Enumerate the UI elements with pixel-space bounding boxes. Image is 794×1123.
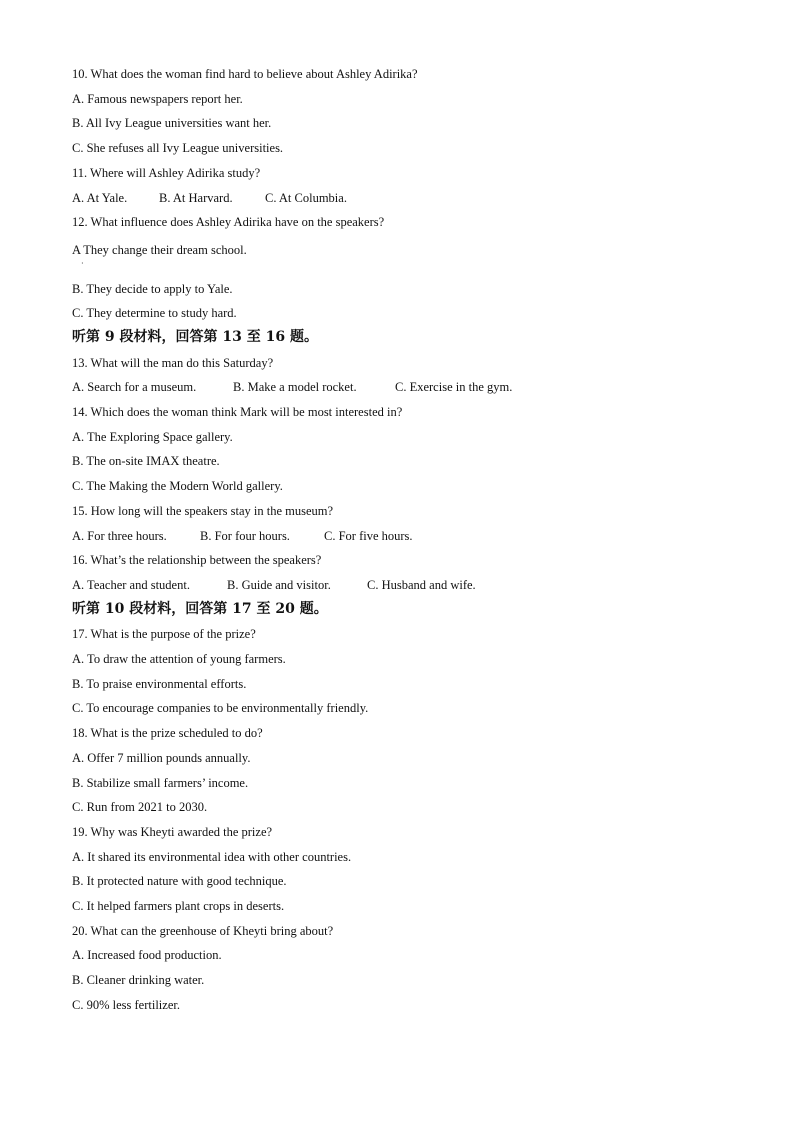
q18-option-a: A. Offer 7 million pounds annually.	[72, 751, 251, 765]
q20-option-a: A. Increased food production.	[72, 948, 222, 962]
q15-option-c: C. For five hours.	[324, 529, 413, 543]
question-18: 18. What is the prize scheduled to do?	[72, 726, 263, 740]
q12-option-b: B. They decide to apply to Yale.	[72, 282, 233, 296]
q14-option-a: A. The Exploring Space gallery.	[72, 430, 233, 444]
q13-options	[72, 379, 512, 395]
q19-option-a: A. It shared its environmental idea with other countries.	[72, 850, 352, 864]
q15-option-a: A. For three hours.	[72, 529, 167, 543]
q10-option-c: C. She refuses all Ivy League universities.	[72, 141, 284, 155]
question-17: 17. What is the purpose of the prize?	[72, 627, 256, 641]
q12-option-a: A They change their dream school.	[72, 243, 247, 257]
question-10: 10. What does the woman find hard to believe about Ashley Adirika?	[72, 67, 418, 81]
q14-option-b: B. The on-site IMAX theatre.	[72, 454, 220, 468]
q10-option-a: A. Famous newspapers report her.	[72, 92, 243, 106]
q10-option-b: B. All Ivy League universities want her.	[72, 116, 272, 130]
q16-option-b: B. Guide and visitor.	[227, 578, 331, 592]
q17-option-c: C. To encourage companies to be environmentally friendly.	[72, 701, 369, 715]
q17-option-b: B. To praise environmental efforts.	[72, 677, 247, 691]
q16-option-a: A. Teacher and student.	[72, 578, 190, 592]
section-heading-9: 听第 9 段材料，回答第 13 至 16 题。	[72, 329, 318, 345]
question-12: 12. What influence does Ashley Adirika have on the speakers?	[72, 215, 385, 229]
q16-options	[72, 577, 476, 593]
q11-options	[72, 190, 347, 206]
q12-option-c: C. They determine to study hard.	[72, 306, 237, 320]
q20-option-c: C. 90% less fertilizer.	[72, 998, 180, 1012]
question-19: 19. Why was Kheyti awarded the prize?	[72, 825, 273, 839]
q17-option-a: A. To draw the attention of young farmers.	[72, 652, 286, 666]
q20-option-b: B. Cleaner drinking water.	[72, 973, 205, 987]
q14-option-c: C. The Making the Modern World gallery.	[72, 479, 283, 493]
question-20: 20. What can the greenhouse of Kheyti bring about?	[72, 924, 334, 938]
question-16: 16. What’s the relationship between the speakers?	[72, 553, 322, 567]
q11-option-c: C. At Columbia.	[265, 191, 347, 205]
q11-option-a: A. At Yale.	[72, 191, 128, 205]
question-14: 14. Which does the woman think Mark will be most interested in?	[72, 405, 403, 419]
q19-option-b: B. It protected nature with good technique.	[72, 874, 287, 888]
q13-option-c: C. Exercise in the gym.	[395, 380, 513, 394]
section-heading-10: 听第 10 段材料，回答第 17 至 20 题。	[72, 601, 328, 617]
q18-option-b: B. Stabilize small farmers’ income.	[72, 776, 249, 790]
question-13: 13. What will the man do this Saturday?	[72, 356, 274, 370]
q13-option-b: B. Make a model rocket.	[233, 380, 357, 394]
q16-option-c: C. Husband and wife.	[367, 578, 476, 592]
q15-option-b: B. For four hours.	[200, 529, 290, 543]
stray-dot: ·	[81, 259, 84, 268]
q18-option-c: C. Run from 2021 to 2030.	[72, 800, 208, 814]
question-11: 11. Where will Ashley Adirika study?	[72, 166, 261, 180]
q15-options	[72, 528, 413, 544]
q19-option-c: C. It helped farmers plant crops in deserts.	[72, 899, 285, 913]
question-15: 15. How long will the speakers stay in the museum?	[72, 504, 334, 518]
q11-option-b: B. At Harvard.	[159, 191, 233, 205]
q13-option-a: A. Search for a museum.	[72, 380, 197, 394]
